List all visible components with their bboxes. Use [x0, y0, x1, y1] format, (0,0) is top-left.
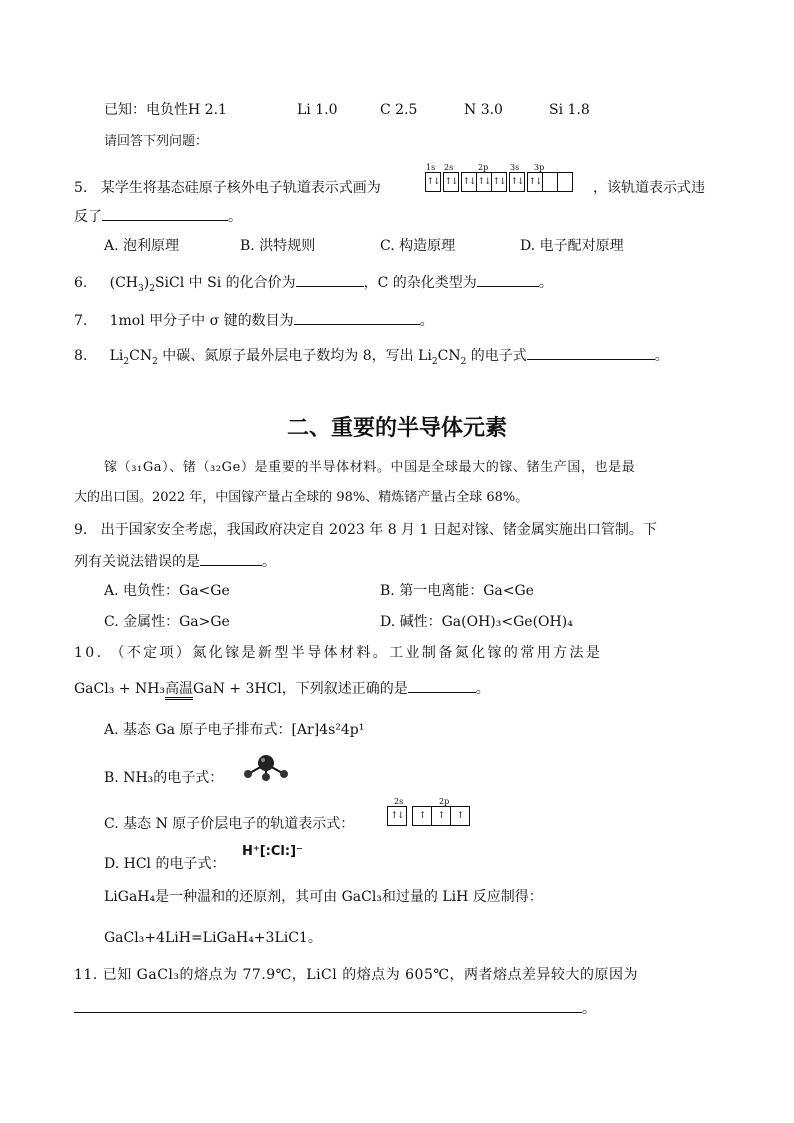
- q5-text-b: ，该轨道表示式违: [593, 180, 705, 196]
- q8-line: [74, 345, 669, 366]
- q10-eq-b: GaN + 3HCl: [193, 681, 282, 697]
- q8-text-d: CN: [437, 348, 461, 364]
- section-title: 二、重要的半导体元素: [286, 416, 507, 441]
- q6-sub: 3: [138, 283, 144, 294]
- q8-sub: 2: [460, 356, 467, 367]
- q11-line-2: [74, 998, 596, 1019]
- q9-blank[interactable]: [200, 551, 262, 566]
- q10-end: 。: [475, 681, 490, 697]
- q6-text-d: ，C 的杂化类型为: [363, 275, 477, 291]
- q10-eq-c: ，下列叙述正确的是: [281, 681, 408, 697]
- q10-blank[interactable]: [408, 678, 476, 693]
- orbital-box: [542, 172, 558, 192]
- q10-line-2: [74, 678, 490, 699]
- orbital-box: ↑↓: [461, 172, 477, 192]
- ligah-line-2: GaCl₃+4LiH=LiGaH₄+3LiC1。: [104, 930, 322, 946]
- orbital-box: ↑↓: [443, 172, 459, 192]
- q9-line-2: [74, 551, 276, 572]
- hcl-electron-formula: H⁺[:Cl:]⁻: [242, 844, 303, 859]
- orb-label-3s: 3s: [510, 163, 520, 172]
- q5-line2: [74, 206, 242, 227]
- orbital-box: ↑: [450, 806, 470, 826]
- q8-num: 8.: [74, 348, 88, 364]
- q11-blank[interactable]: [74, 998, 582, 1013]
- orbital-box: ↑↓: [527, 172, 543, 192]
- orb-label-2p: 2p: [478, 163, 489, 172]
- n-orbital-diagram: [388, 797, 473, 826]
- q7-blank[interactable]: [294, 310, 420, 325]
- q9-text: 出于国家安全考虑，我国政府决定自 2023 年 8 月 1 日起对镓、锗金属实施出口管制。下: [100, 522, 657, 538]
- q8-sub: 2: [431, 356, 438, 367]
- q9-line-1: [74, 520, 657, 540]
- orbital-box: ↑↓: [491, 172, 507, 192]
- q8-end: 。: [654, 348, 669, 364]
- q8-text-a: Li: [109, 348, 124, 364]
- known-line: [104, 100, 227, 120]
- q5-text-c: 反了: [74, 209, 102, 225]
- intro-line-1: 镓（₃₁Ga）、锗（₃₂Ge）是重要的半导体材料。中国是全球最大的镓、锗生产国，也是最: [104, 460, 636, 475]
- orb-label-1s: 1s: [426, 163, 436, 172]
- orbital-box: ↑: [412, 806, 432, 826]
- q6-sub: 2: [149, 283, 155, 294]
- q5-option-b[interactable]: B. 洪特规则: [240, 238, 316, 254]
- orbital-box: ↑↓: [509, 172, 525, 192]
- q6-text-a: (CH: [109, 275, 139, 291]
- known-h: H 2.1: [188, 102, 227, 118]
- orb-label-2s: 2s: [394, 797, 404, 806]
- q8-text-c: 中碳、氮原子最外层电子数均为 8，写出 Li: [157, 348, 432, 364]
- q8-sub: 2: [152, 356, 158, 367]
- ligah-line-1: LiGaH₄是一种温和的还原剂，其可由 GaCl₃和过量的 LiH 反应制得：: [104, 889, 543, 905]
- q10-eq-a: GaCl₃ + NH₃: [74, 681, 166, 697]
- q9-end: 。: [262, 554, 276, 570]
- q6-num: 6.: [74, 275, 88, 291]
- q5-answer-blank[interactable]: [102, 206, 228, 221]
- orbital-box: [557, 172, 573, 192]
- known-c: C 2.5: [380, 102, 418, 118]
- q7-num: 7.: [74, 313, 88, 329]
- q9-option-c[interactable]: C. 金属性：Ga>Ge: [104, 614, 230, 630]
- q5-num: 5.: [74, 180, 88, 196]
- q5-option-c[interactable]: C. 构造原理: [380, 238, 456, 254]
- orb-label-3p: 3p: [534, 163, 545, 172]
- q6-line: [74, 272, 553, 293]
- q10-option-a[interactable]: A. 基态 Ga 原子电子排布式：[Ar]4s²4p¹: [104, 722, 365, 738]
- known-intro: 已知：电负性: [104, 102, 188, 118]
- orbital-box: ↑↓: [425, 172, 441, 192]
- q5-option-d[interactable]: D. 电子配对原理: [520, 238, 624, 254]
- known-prompt: 请回答下列问题：: [104, 134, 209, 149]
- q7-line: [74, 310, 434, 331]
- q5-option-a[interactable]: A. 泡利原理: [104, 238, 180, 254]
- q6-blank-1[interactable]: [296, 272, 364, 287]
- intro-line-2: 大的出口国。2022 年，中国镓产量占全球的 98%、精炼锗产量占全球 68%。: [74, 490, 529, 505]
- q8-text-e: 的电子式: [466, 348, 527, 364]
- nh3-ball-stick-model: [240, 752, 294, 786]
- q8-text-b: CN: [129, 348, 153, 364]
- known-n: N 3.0: [464, 102, 503, 118]
- q9-option-b[interactable]: B. 第一电离能：Ga<Ge: [380, 583, 534, 599]
- q9-option-d[interactable]: D. 碱性：Ga(OH)₃<Ge(OH)₄: [380, 614, 573, 630]
- q5-orbital-diagram: [426, 163, 576, 192]
- q5-end: 。: [228, 209, 242, 225]
- q9-num: 9.: [74, 522, 88, 538]
- q8-sub: 2: [123, 356, 130, 367]
- q7-end: 。: [419, 313, 434, 329]
- q5-text-a: 某学生将基态硅原子核外电子轨道表示式画为: [100, 180, 381, 196]
- q6-blank-2[interactable]: [477, 272, 539, 287]
- orbital-box: ↑↓: [387, 806, 407, 826]
- known-si: Si 1.8: [549, 102, 590, 118]
- q10-option-b[interactable]: B. NH₃的电子式：: [104, 770, 224, 786]
- orb-label-2s: 2s: [444, 163, 454, 172]
- orb-label-2p: 2p: [439, 797, 450, 806]
- q9-option-a[interactable]: A. 电负性：Ga<Ge: [104, 583, 230, 599]
- q11-line-1: 11. 已知 GaCl₃的熔点为 77.9℃，LiCl 的熔点为 605℃，两者熔点差异较大的原因为: [74, 967, 639, 983]
- q11-end: 。: [582, 1001, 596, 1017]
- q10-option-c[interactable]: C. 基态 N 原子价层电子的轨道表示式：: [104, 816, 355, 832]
- q7-text: 1mol 甲分子中 σ 键的数目为: [109, 313, 294, 329]
- q5-line1: [74, 178, 381, 198]
- known-li: Li 1.0: [297, 102, 338, 118]
- q10-option-d[interactable]: D. HCl 的电子式：: [104, 856, 226, 872]
- q6-text-c: SiCl 中 Si 的化合价为: [154, 275, 296, 291]
- q6-end: 。: [538, 275, 553, 291]
- orbital-box: ↑↓: [476, 172, 492, 192]
- q6-text-b: ): [143, 275, 150, 291]
- q10-line-1: 10. （不定项）氮化镓是新型半导体材料。工业制备氮化镓的常用方法是: [74, 645, 603, 661]
- orbital-box: ↑: [431, 806, 451, 826]
- q9-text-2: 列有关说法错误的是: [74, 554, 200, 570]
- q10-eq-condition: 高温: [165, 681, 193, 700]
- q8-blank[interactable]: [527, 345, 655, 360]
